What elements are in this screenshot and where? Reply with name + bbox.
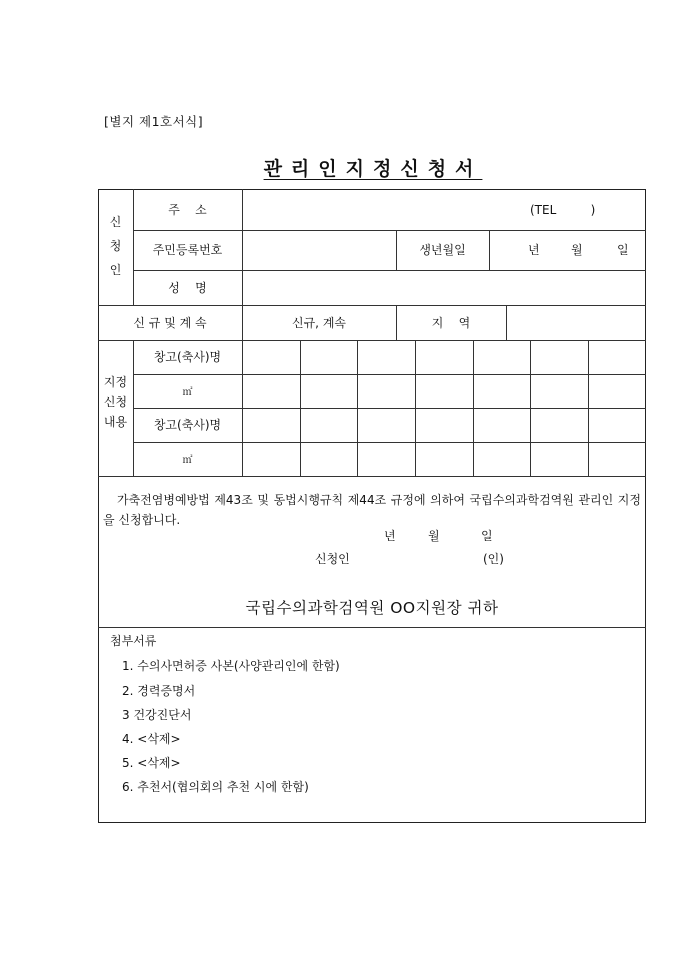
grid-col-divider: [415, 340, 416, 476]
grid-col-divider: [588, 340, 589, 476]
attachment-item: 1. 수의사면허증 사본(사양관리인에 한함): [122, 659, 340, 673]
declaration-text: 가축전염병예방법 제43조 및 동법시행규칙 제44조 규정에 의하여 국립수의과학검역원 관리인 지정을 신청합니다.: [103, 493, 641, 527]
new-or-continued-label: 신 규 및 계 속: [133, 316, 207, 330]
warehouse-name-label: 창고(축사)명: [153, 418, 222, 432]
form-number-label: [별지 제1호서식]: [104, 114, 204, 129]
birth-year-unit: 년: [528, 243, 540, 257]
attachment-item: 2. 경력증명서: [122, 684, 196, 698]
new-or-continued-value[interactable]: 신규, 계속: [292, 316, 346, 330]
attachment-item: 5. <삭제>: [122, 756, 181, 770]
row-divider: [98, 627, 646, 628]
row-divider: [133, 442, 646, 443]
col-divider: [489, 230, 490, 270]
region-field[interactable]: [506, 306, 646, 340]
grid-col-divider: [357, 340, 358, 476]
designation-section-label: 지정 신청 내용: [103, 375, 128, 429]
addressee-line: 국립수의과학검역원 OO지원장 귀하: [245, 599, 499, 617]
document-title: 관리인지정신청서: [263, 158, 483, 180]
address-label: 주 소: [168, 203, 207, 217]
row-divider: [133, 374, 646, 375]
attachments-heading: 첨부서류: [110, 634, 157, 648]
rrn-label: 주민등록번호: [152, 243, 223, 257]
tel-field-label: (TEL ): [530, 203, 596, 217]
row-divider: [98, 340, 646, 341]
row-divider: [133, 408, 646, 409]
birth-month-unit: 월: [571, 243, 583, 257]
attachment-item: 4. <삭제>: [122, 732, 181, 746]
row-divider: [98, 476, 646, 477]
rrn-field[interactable]: [242, 231, 396, 270]
grid-col-divider: [473, 340, 474, 476]
applicant-signature-label: 신청인: [315, 552, 350, 566]
date-year-unit: 년: [384, 529, 396, 543]
col-divider: [242, 340, 243, 476]
birth-date-label: 생년월일: [419, 243, 466, 257]
grid-col-divider: [300, 340, 301, 476]
warehouse-name-label: 창고(축사)명: [153, 350, 222, 364]
name-field[interactable]: [242, 271, 646, 305]
date-day-unit: 일: [481, 529, 493, 543]
area-unit-label: ㎡: [182, 387, 193, 398]
area-unit-label: ㎡: [182, 455, 193, 466]
birth-day-unit: 일: [617, 243, 629, 257]
applicant-section-label: 신 청 인: [109, 215, 122, 277]
name-label: 성 명: [168, 281, 207, 295]
region-label: 지 역: [431, 316, 471, 330]
attachment-item: 6. 추천서(협의회의 추천 시에 한함): [122, 780, 309, 794]
seal-mark: (인): [483, 552, 504, 566]
attachment-item: 3 건강진단서: [122, 708, 192, 722]
grid-col-divider: [530, 340, 531, 476]
date-month-unit: 월: [428, 529, 440, 543]
